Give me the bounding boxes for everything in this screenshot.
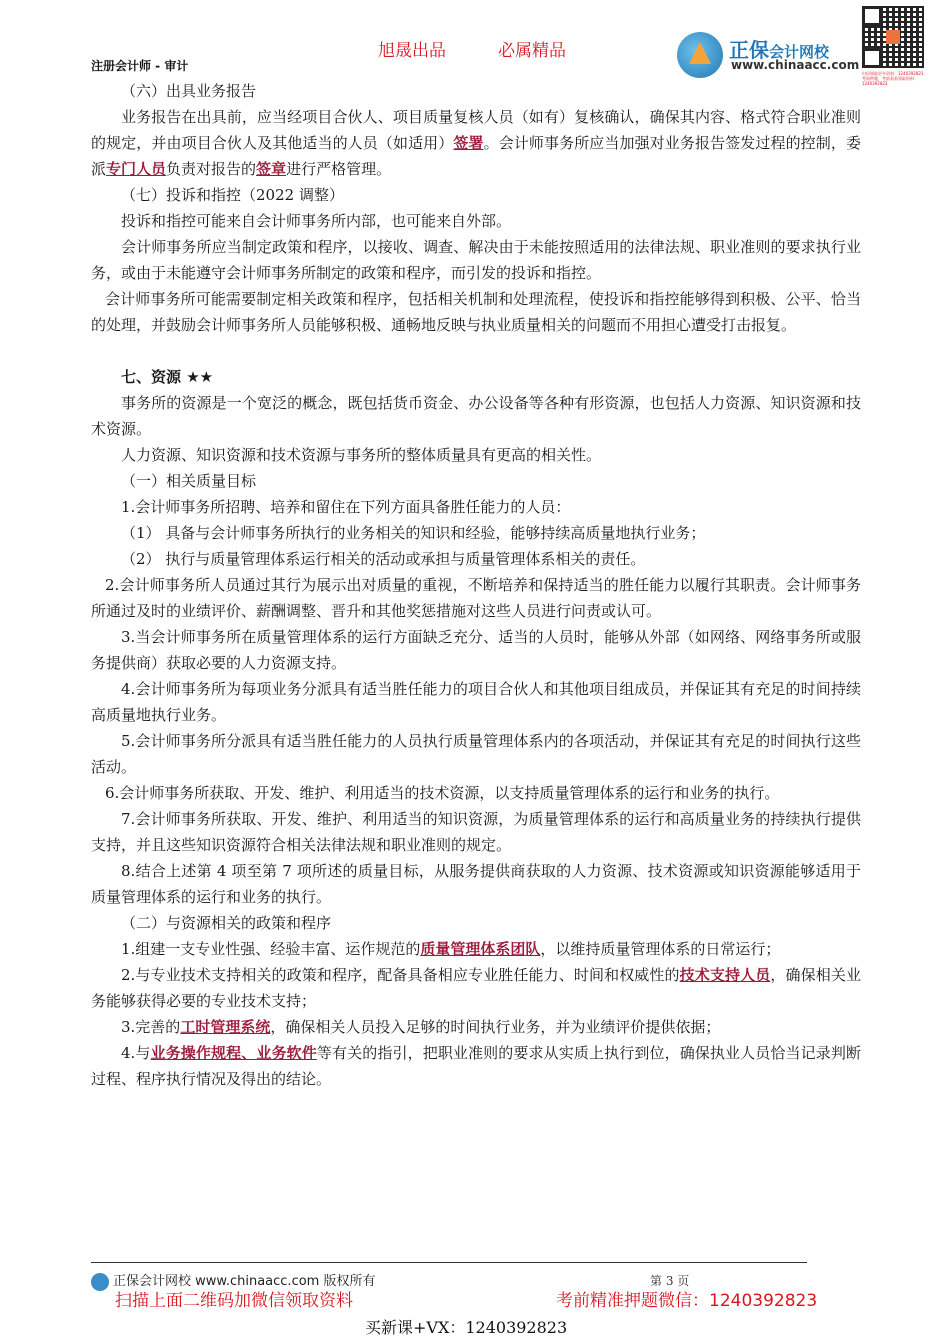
list-item: 2.与专业技术支持相关的政策和程序，配备具备相应专业胜任能力、时间和权威性的技术支持人员，确保相关业务能够获得必要的专业技术支持；: [91, 966, 861, 1010]
page-header-title: 注册会计师 - 审计: [91, 59, 189, 73]
paragraph: 投诉和指控可能来自会计师事务所内部，也可能来自外部。: [121, 212, 512, 230]
list-item: 3.完善的工时管理系统，确保相关人员投入足够的时间执行业务，并为业绩评价提供依据；: [121, 1018, 721, 1036]
subheading: （一）相关质量目标: [121, 472, 257, 490]
paragraph: 会计师事务所应当制定政策和程序，以接收、调查、解决由于未能按照适用的法律法规、职业准则的要求执行业务，或由于未能遵守会计师事务所制定的政策和程序，而引发的投诉和指控。: [91, 238, 861, 282]
document-body: [91, 78, 861, 1092]
footer-watermark-left: 扫描上面二维码加微信领取资料: [115, 1291, 353, 1311]
list-item: （1） 具备与会计师事务所执行的业务相关的知识和经验，能够持续高质量地执行业务；: [121, 524, 706, 542]
highlight-term: 专门人员: [106, 160, 167, 178]
heading-s6: （六）出具业务报告: [121, 82, 257, 100]
list-item: 6.会计师事务所获取、开发、维护、利用适当的技术资源，以支持质量管理体系的运行和业务的执行。: [105, 784, 780, 802]
qr-code: [862, 6, 924, 86]
paragraph: 业务报告在出具前，应当经项目合伙人、项目质量复核人员（如有）复核确认，确保其内容、格式符合职业准则的规定，并由项目合伙人及其他适当的人员（如适用）签署。会计师事务所应当加强对业务报告签发过程的控制，委派专门人员负责对报告的签章进行严格管理。: [91, 108, 861, 178]
highlight-term: 工时管理系统: [180, 1018, 271, 1036]
list-item: 8.结合上述第 4 项至第 7 项所述的质量目标，从服务提供商获取的人力资源、技术资源或知识资源能够适用于质量管理体系的运行和业务的执行。: [91, 862, 861, 906]
footer-brand: 正保会计网校 www.chinaacc.com 版权所有: [91, 1270, 375, 1291]
logo-name: 正保会计网校: [729, 38, 830, 62]
highlight-term: 业务操作规程、业务软件: [150, 1044, 317, 1062]
paragraph: 会计师事务所可能需要制定相关政策和程序，包括相关机制和处理流程，使投诉和指控能够得到积极、公平、恰当的处理，并鼓励会计师事务所人员能够积极、通畅地反映与执业质量相关的问题而不用担心遭受打击报复。: [91, 290, 861, 334]
logo-mark-icon: [677, 32, 723, 78]
qr-caption: 扫码领取更多资料：1240392823 考前押题，考前看看领取资料：1240392823: [862, 71, 924, 86]
list-item: 4.会计师事务所为每项业务分派具有适当胜任能力的项目合伙人和其他项目组成员，并保证其有充足的时间持续高质量地执行业务。: [91, 680, 861, 724]
highlight-term: 签署: [453, 134, 484, 152]
list-item: 2.会计师事务所人员通过其行为展示出对质量的重视，不断培养和保持适当的胜任能力以履行其职责。会计师事务所通过及时的业绩评价、薪酬调整、晋升和其他奖惩措施对这些人员进行问责或认可。: [91, 576, 861, 620]
list-item: 1.会计师事务所招聘、培养和留住在下列方面具备胜任能力的人员：: [121, 498, 571, 516]
watermark-left: 旭晟出品: [378, 41, 446, 61]
highlight-term: 质量管理体系团队: [420, 940, 541, 958]
heading-s7: （七）投诉和指控（2022 调整）: [121, 186, 344, 204]
qr-code-icon: [862, 6, 924, 68]
list-item: 4.与业务操作规程、业务软件等有关的指引，把职业准则的要求从实质上执行到位，确保执业人员恰当记录判断过程、程序执行情况及得出的结论。: [91, 1044, 862, 1088]
list-item: （2） 执行与质量管理体系运行相关的活动或承担与质量管理体系相关的责任。: [121, 550, 646, 568]
footer-logo-icon: [91, 1273, 109, 1291]
paragraph: 人力资源、知识资源和技术资源与事务所的整体质量具有更高的相关性。: [121, 446, 602, 464]
page-number: 第 3 页: [650, 1274, 690, 1288]
footer-divider: [91, 1262, 807, 1263]
list-item: 3.当会计师事务所在质量管理体系的运行方面缺乏充分、适当的人员时，能够从外部（如网络、网络事务所或服务提供商）获取必要的人力资源支持。: [91, 628, 861, 672]
list-item: 7.会计师事务所获取、开发、维护、利用适当的知识资源，为质量管理体系的运行和高质量业务的持续执行提供支持，并且这些知识资源符合相关法律法规和职业准则的规定。: [91, 810, 861, 854]
highlight-term: 签章: [256, 160, 287, 178]
watermark-right: 必属精品: [498, 41, 566, 61]
heading-resources: 七、资源 ★★: [121, 368, 214, 386]
subheading: （二）与资源相关的政策和程序: [121, 914, 332, 932]
paragraph: 事务所的资源是一个宽泛的概念，既包括货币资金、办公设备等各种有形资源，也包括人力资源、知识资源和技术资源。: [91, 394, 861, 438]
list-item: 5.会计师事务所分派具有适当胜任能力的人员执行质量管理体系内的各项活动，并保证其有充足的时间执行这些活动。: [91, 732, 861, 776]
list-item: 1.组建一支专业性强、经验丰富、运作规范的质量管理体系团队，以维持质量管理体系的日常运行；: [121, 940, 781, 958]
footer-watermark-right: 考前精准押题微信：1240392823: [556, 1291, 818, 1311]
footer-contact: 买新课+VX：1240392823: [365, 1318, 568, 1337]
logo-url: www.chinaacc.com: [731, 58, 860, 72]
highlight-term: 技术支持人员: [679, 966, 771, 984]
brand-logo: [677, 30, 860, 80]
